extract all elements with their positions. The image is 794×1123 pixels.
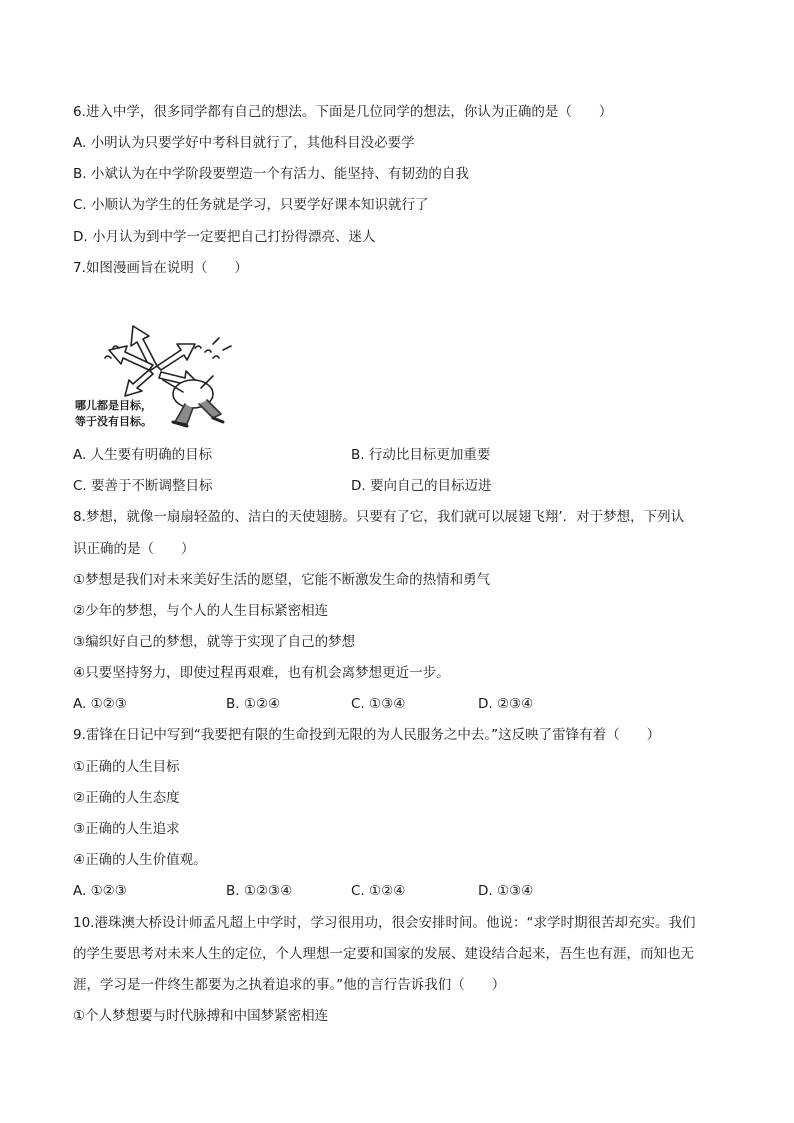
question-8-option-b: B. ①②④ (226, 696, 281, 712)
question-8-statement-4: ④只要坚持努力，即使过程再艰难，也有机会离梦想更近一步。 (73, 665, 450, 681)
question-9-option-d: D. ①③④ (478, 883, 534, 899)
cartoon-caption-line-2: 等于没有目标。 (75, 415, 152, 428)
question-9-statement-3: ③正确的人生追求 (73, 821, 180, 837)
question-9-stem: 9.雷锋在日记中写到“我要把有限的生命投到无限的为人民服务之中去。”这反映了雷锋有着（ ） (73, 727, 661, 743)
question-10-stem-line-2: 的学生要思考对未来人生的定位，个人理想一定要和国家的发展、建设结合起来，吾生也有涯，而知也无 (73, 946, 694, 962)
question-6-option-a: A. 小明认为只要学好中考科目就行了，其他科目没必要学 (73, 135, 415, 151)
question-10-stem-line-3: 涯，学习是一件终生都要为之执着追求的事。”他的言行告诉我们（ ） (73, 977, 506, 993)
question-9-statement-1: ①正确的人生目标 (73, 759, 180, 775)
cartoon-illustration (73, 318, 243, 432)
question-6-option-d: D. 小月认为到中学一定要把自己打扮得漂亮、迷人 (73, 229, 376, 245)
question-8-statement-1: ①梦想是我们对未来美好生活的愿望，它能不断激发生命的热情和勇气 (73, 572, 491, 588)
question-10-stem-line-1: 10.港珠澳大桥设计师孟凡超上中学时，学习很用功，很会安排时间。他说：“求学时期很苦却充实。我们 (73, 915, 696, 931)
question-9-option-b: B. ①②③④ (226, 883, 293, 899)
question-6-stem: 6.进入中学，很多同学都有自己的想法。下面是几位同学的想法，你认为正确的是（ ） (73, 104, 613, 120)
question-6-option-b: B. 小斌认为在中学阶段要塑造一个有活力、能坚持、有韧劲的自我 (73, 166, 469, 182)
question-7-stem: 7.如图漫画旨在说明（ ） (73, 260, 248, 276)
question-8-stem-line-2: 识正确的是（ ） (73, 541, 195, 557)
question-7-option-b: B. 行动比目标更加重要 (351, 447, 491, 463)
question-9-option-a: A. ①②③ (73, 883, 127, 899)
question-9-option-c: C. ①②④ (351, 883, 406, 899)
question-7-option-d: D. 要向自己的目标迈进 (351, 478, 492, 494)
question-8-stem-line-1: 8.梦想，就像一扇扇轻盈的、洁白的天使翅膀。只要有了它，我们就可以展翅飞翔’．对于梦想，下列认 (73, 509, 685, 525)
question-7-option-a: A. 人生要有明确的目标 (73, 447, 213, 463)
question-8-option-d: D. ②③④ (478, 696, 534, 712)
question-9-statement-2: ②正确的人生态度 (73, 790, 180, 806)
question-10-statement-1: ①个人梦想要与时代脉搏和中国梦紧密相连 (73, 1008, 329, 1024)
question-8-statement-2: ②少年的梦想，与个人的人生目标紧密相连 (73, 603, 329, 619)
cartoon-caption-line-1: 哪儿都是目标， (75, 399, 152, 412)
question-8-option-c: C. ①③④ (351, 696, 406, 712)
question-9-statement-4: ④正确的人生价值观。 (73, 852, 207, 868)
question-8-option-a: A. ①②③ (73, 696, 127, 712)
question-6-option-c: C. 小顺认为学生的任务就是学习，只要学好课本知识就行了 (73, 197, 429, 213)
question-8-statement-3: ③编织好自己的梦想，就等于实现了自己的梦想 (73, 634, 356, 650)
question-7-option-c: C. 要善于不断调整目标 (73, 478, 213, 494)
